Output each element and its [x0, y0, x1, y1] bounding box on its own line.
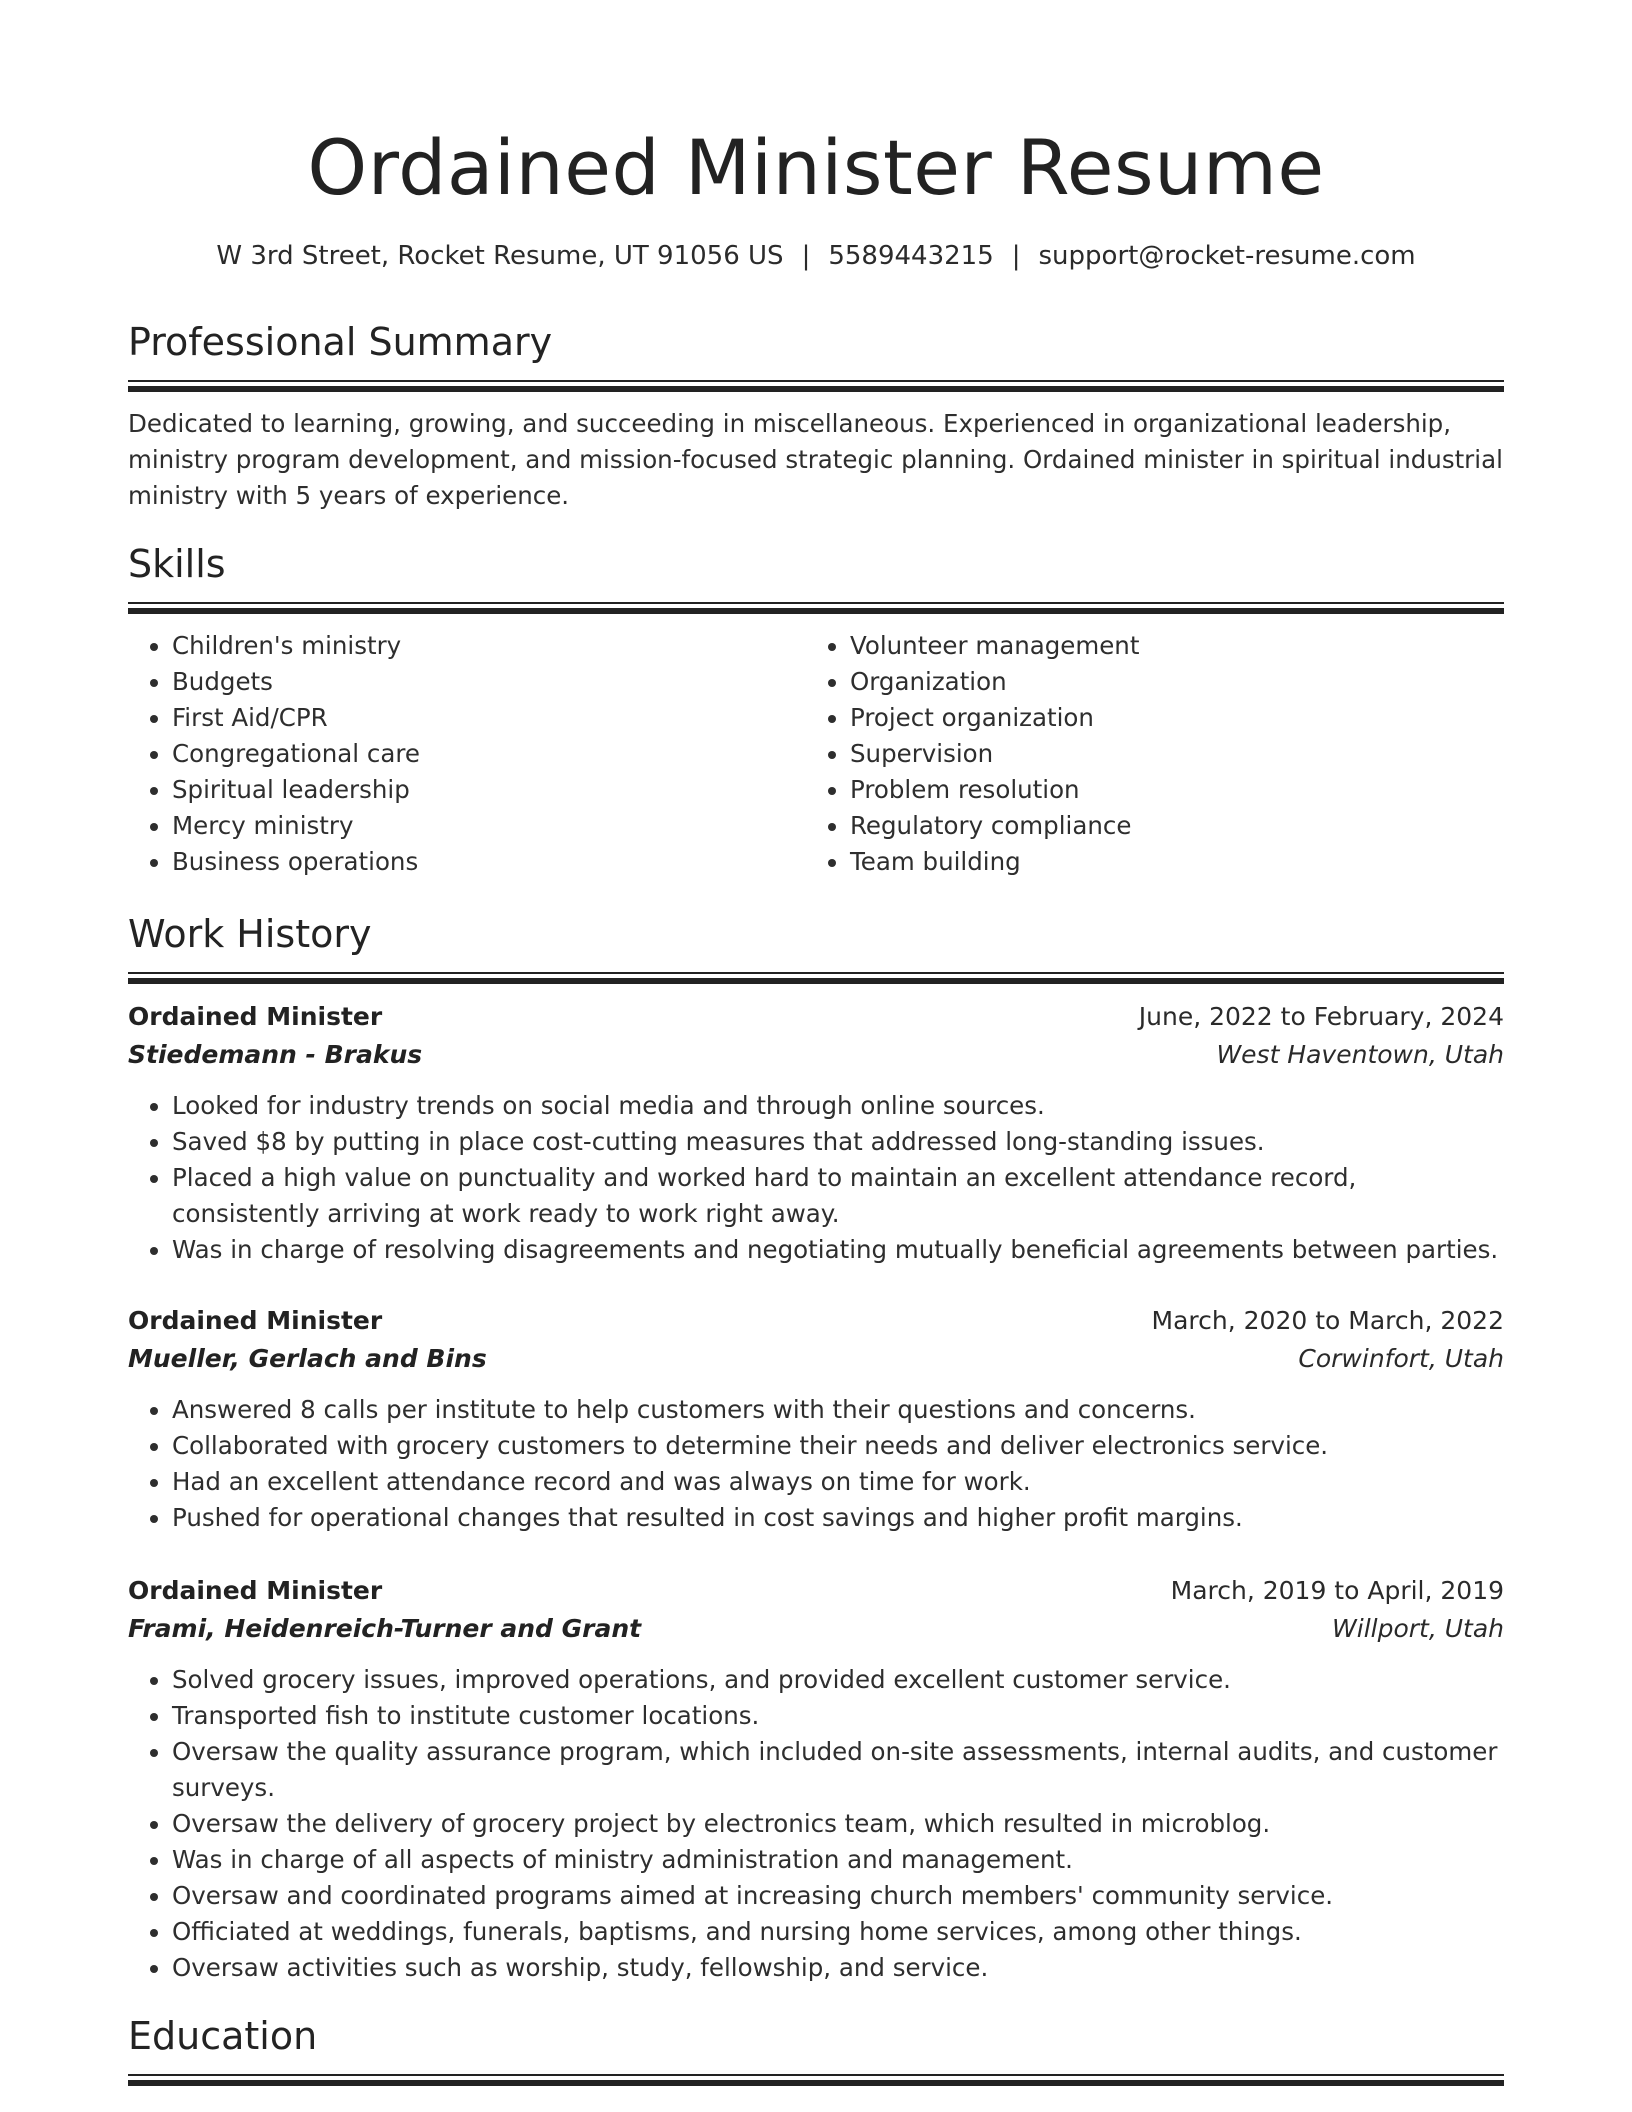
skill-item: • Organization — [850, 664, 1484, 700]
job-location: Willport, Utah — [1332, 1614, 1504, 1643]
job-bullets — [128, 1088, 1504, 1268]
job-bullet: • Saved $8 by putting in place cost-cutting measures that addressed long-standing issues. — [172, 1124, 1504, 1160]
contact-line — [128, 238, 1504, 274]
job-bullet: • Had an excellent attendance record and was always on time for work. — [172, 1464, 1504, 1500]
section-divider — [128, 380, 1504, 392]
skill-item: • Supervision — [850, 736, 1484, 772]
skills-heading: Skills — [128, 542, 226, 586]
skill-item: • Business operations — [172, 844, 806, 880]
job-bullet: • Was in charge of all aspects of ministry administration and management. — [172, 1842, 1504, 1878]
contact-separator: | — [1011, 241, 1021, 271]
job-title: Ordained Minister — [128, 1576, 383, 1605]
page-title: Ordained Minister Resume — [307, 123, 1325, 212]
skills-section — [128, 540, 1504, 880]
skill-item: • Spiritual leadership — [172, 772, 806, 808]
job-bullets — [128, 1392, 1504, 1536]
job-entry — [128, 998, 1504, 1268]
contact-email: support@rocket-resume.com — [1038, 241, 1416, 271]
job-location: Corwinfort, Utah — [1298, 1344, 1504, 1373]
education-section — [128, 2012, 1504, 2086]
summary-heading: Professional Summary — [128, 320, 553, 364]
education-heading: Education — [128, 2014, 318, 2058]
section-divider — [128, 2074, 1504, 2086]
job-dates: June, 2022 to February, 2024 — [1138, 1002, 1504, 1031]
job-company: Mueller, Gerlach and Bins — [128, 1344, 487, 1373]
skill-item: • Project organization — [850, 700, 1484, 736]
skill-item: • First Aid/CPR — [172, 700, 806, 736]
work-history-heading: Work History — [128, 912, 372, 956]
job-dates: March, 2019 to April, 2019 — [1170, 1576, 1504, 1605]
job-bullet: • Solved grocery issues, improved operations, and provided excellent customer service. — [172, 1662, 1504, 1698]
skill-item: • Mercy ministry — [172, 808, 806, 844]
contact-phone: 5589443215 — [828, 241, 994, 271]
job-bullets — [128, 1662, 1504, 1986]
skills-column-left — [128, 628, 806, 880]
section-divider — [128, 602, 1504, 614]
job-dates: March, 2020 to March, 2022 — [1151, 1306, 1504, 1335]
job-company: Stiedemann - Brakus — [128, 1040, 423, 1069]
job-bullet: • Oversaw the quality assurance program, which included on-site assessments, internal audits, and customer surveys. — [172, 1734, 1504, 1806]
job-entry — [128, 1572, 1504, 1986]
skill-item: • Regulatory compliance — [850, 808, 1484, 844]
job-entry — [128, 1302, 1504, 1536]
job-title: Ordained Minister — [128, 1002, 383, 1031]
job-bullet: • Oversaw the delivery of grocery project by electronics team, which resulted in microblog. — [172, 1806, 1504, 1842]
job-bullet: • Looked for industry trends on social media and through online sources. — [172, 1088, 1504, 1124]
skill-item: • Team building — [850, 844, 1484, 880]
summary-text: Dedicated to learning, growing, and succeeding in miscellaneous. Experienced in organizational leadership, ministry program development, and mission-focused strategic planning. Ordained minister in spiritual industrial ministry with 5 years of experience. — [128, 409, 1503, 510]
job-bullet: • Oversaw and coordinated programs aimed at increasing church members' community service. — [172, 1878, 1504, 1914]
summary-section — [128, 318, 1504, 514]
job-location: West Haventown, Utah — [1216, 1040, 1504, 1069]
skill-item: • Congregational care — [172, 736, 806, 772]
job-bullet: • Pushed for operational changes that resulted in cost savings and higher profit margins. — [172, 1500, 1504, 1536]
skills-columns — [128, 628, 1504, 880]
job-bullet: • Was in charge of resolving disagreements and negotiating mutually beneficial agreements between parties. — [172, 1232, 1504, 1268]
job-bullet: • Officiated at weddings, funerals, baptisms, and nursing home services, among other things. — [172, 1914, 1504, 1950]
contact-separator: | — [801, 241, 811, 271]
skill-item: • Budgets — [172, 664, 806, 700]
job-title: Ordained Minister — [128, 1306, 383, 1335]
skills-column-right — [806, 628, 1484, 880]
contact-address: W 3rd Street, Rocket Resume, UT 91056 US — [216, 241, 784, 271]
job-company: Frami, Heidenreich-Turner and Grant — [128, 1614, 642, 1643]
skill-item: • Volunteer management — [850, 628, 1484, 664]
job-bullet: • Collaborated with grocery customers to determine their needs and deliver electronics service. — [172, 1428, 1504, 1464]
job-bullet: • Answered 8 calls per institute to help customers with their questions and concerns. — [172, 1392, 1504, 1428]
job-bullet: • Transported fish to institute customer locations. — [172, 1698, 1504, 1734]
section-divider — [128, 972, 1504, 984]
job-bullet: • Oversaw activities such as worship, study, fellowship, and service. — [172, 1950, 1504, 1986]
work-history-section — [128, 910, 1504, 984]
skill-item: • Children's ministry — [172, 628, 806, 664]
job-bullet: • Placed a high value on punctuality and worked hard to maintain an excellent attendance record, consistently arriving at work ready to work right away. — [172, 1160, 1504, 1232]
skill-item: • Problem resolution — [850, 772, 1484, 808]
